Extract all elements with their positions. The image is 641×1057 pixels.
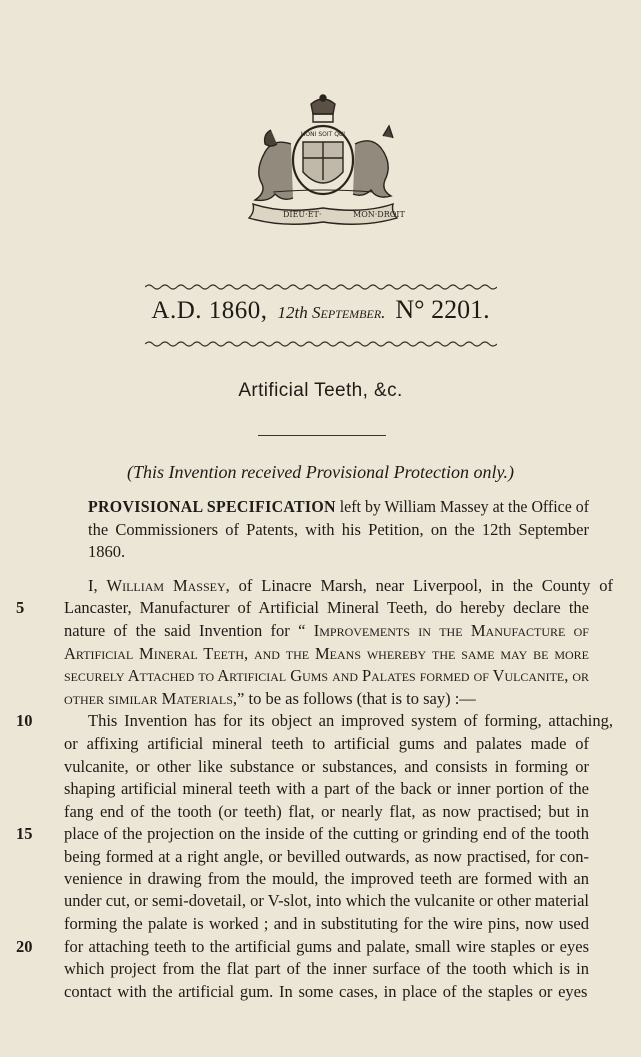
text-segment: which project from the flat part of the inner surface of the tooth which is in [64, 959, 589, 978]
text-segment: This Invention has for its object an improved system of forming, attaching, [88, 711, 613, 730]
text-line [64, 869, 589, 889]
text-segment: for attaching teeth to the artificial gums and palate, small wire staples or eyes [64, 937, 589, 956]
patent-header [0, 295, 641, 325]
protection-note [0, 462, 641, 483]
text-segment: fang end of the tooth (or teeth) flat, or nearly flat, as now practised; but in [64, 802, 589, 821]
note-open: ( [127, 462, 134, 482]
line-number: 5 [16, 598, 25, 617]
line-number: 20 [16, 937, 33, 956]
text-line [64, 757, 589, 777]
text-line [64, 914, 589, 934]
text-segment: Artificial Mineral Teeth, and the Means whereby the same may be more [64, 644, 589, 663]
date-month: September. [312, 303, 386, 322]
ornamental-rule-bottom [145, 340, 497, 348]
text-segment: PROVISIONAL SPECIFICATION [88, 497, 336, 516]
text-segment: place of the projection on the inside of the cutting or grinding end of the tooth [64, 824, 589, 843]
text-segment: or affixing artificial mineral teeth to artificial gums and palates made of [64, 734, 589, 753]
text-segment: venience in drawing from the mould, the improved teeth are formed with an [64, 869, 589, 888]
text-segment: ” to be as follows (that is to say) :— [237, 689, 476, 708]
text-line [64, 689, 476, 709]
patent-number: N° 2201. [395, 295, 490, 324]
date-day: 12th [277, 303, 308, 322]
invention-title: Artificial Teeth, &c. [238, 380, 403, 401]
text-line [64, 621, 589, 641]
title-rule [258, 435, 386, 436]
text-segment: shaping artificial mineral teeth with a part of the back or inner portion of the [64, 779, 589, 798]
text-segment: 1860. [88, 542, 126, 561]
text-segment: forming the palate is worked ; and in substituting for the wire pins, now used [64, 914, 589, 933]
text-segment: nature of the said Invention for “ [64, 621, 314, 640]
text-line [64, 891, 589, 911]
svg-text:MON·DROIT: MON·DROIT [353, 210, 405, 219]
text-line [64, 982, 587, 1002]
text-segment: William Massey [106, 576, 226, 595]
date-label [278, 303, 386, 322]
text-line [64, 802, 589, 822]
text-segment: , of Linacre Marsh, near Liverpool, in the County of [225, 576, 613, 595]
text-line [64, 959, 589, 979]
text-line [64, 847, 589, 867]
note-close: ) [507, 462, 514, 482]
text-segment: securely Attached to Artificial Gums and Palates formed of Vulcanite, or [64, 666, 589, 685]
text-line [88, 497, 589, 517]
text-segment: the Commissioners of Patents, with his Petition, on the 12th September [88, 520, 589, 539]
svg-text:HONI SOIT QUI: HONI SOIT QUI [300, 131, 346, 138]
line-number: 15 [16, 824, 33, 843]
text-line [64, 598, 589, 618]
note-text: This Invention received Provisional Protection only. [133, 462, 508, 482]
text-segment: other similar Materials, [64, 689, 238, 708]
text-line [64, 644, 589, 664]
text-segment: Improvements in the Manufacture of [313, 621, 589, 640]
text-line [64, 666, 589, 686]
text-line [88, 576, 613, 596]
royal-coat-of-arms-icon [213, 92, 433, 228]
text-line [88, 520, 589, 540]
text-line [64, 734, 589, 754]
text-line [64, 824, 589, 844]
text-line [88, 711, 613, 731]
text-segment: being formed at a right angle, or bevilled outwards, as now practised, for con- [64, 847, 589, 866]
text-line [88, 542, 125, 562]
year-label: A.D. 1860, [151, 297, 268, 324]
ornamental-rule-top [145, 283, 497, 291]
text-segment: vulcanite, or other like substance or substances, and consists in forming or [64, 757, 589, 776]
svg-text:DIEU·ET·: DIEU·ET· [283, 210, 322, 219]
text-segment: left by William Massey at the Office of [335, 497, 589, 516]
text-segment: I, [88, 576, 107, 595]
line-number: 10 [16, 711, 33, 730]
text-line [64, 937, 589, 957]
text-segment: contact with the artificial gum. In some cases, in place of the staples or eyes [64, 982, 588, 1001]
text-line [64, 779, 589, 799]
text-segment: under cut, or semi-dovetail, or V-slot, into which the vulcanite or other material [64, 891, 589, 910]
text-segment: Lancaster, Manufacturer of Artificial Mineral Teeth, do hereby declare the [64, 598, 589, 617]
